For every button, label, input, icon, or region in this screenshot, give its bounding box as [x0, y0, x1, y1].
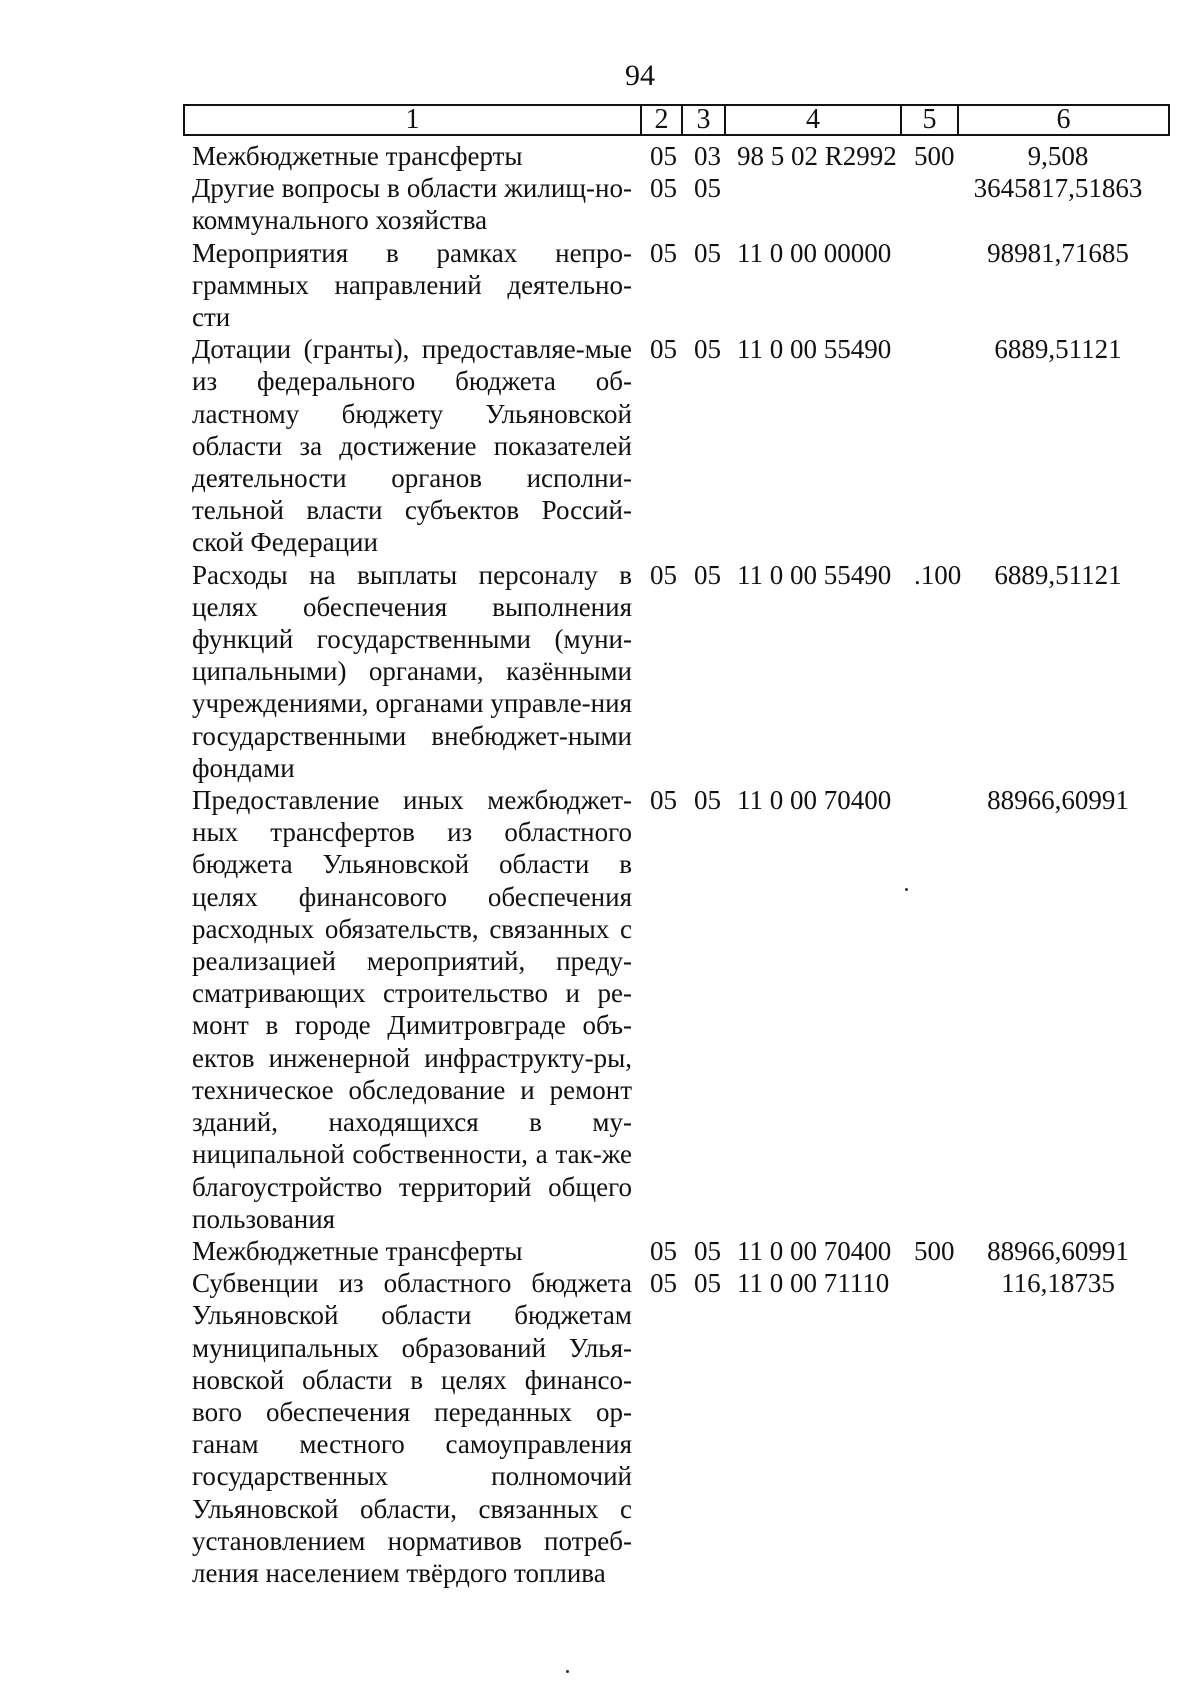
scan-speck: [566, 1670, 569, 1673]
header-col-3: 3: [683, 106, 726, 134]
row-subsection: 05: [694, 237, 721, 268]
row-subsection: 05: [694, 1235, 721, 1266]
header-col-5: 5: [902, 106, 959, 134]
table-row: [192, 1235, 1192, 1267]
row-name: Предоставление иных межбюджет-ных трансфертов из областного бюджета Ульяновской области в целях финансового обеспечения расходных обязательств, связанных с реализацией мероприятий, преду-сматривающих строительство и ре-монт в городе Димитровграде объ-ектов инженерной инфраструкту-ры, техническое обследование и ремонт зданий, находящихся в му-ниципальной собственности, а так-же благоустройство территорий общего пользования: [192, 785, 632, 1234]
row-name: Другие вопросы в области жилищ-но-коммунального хозяйства: [192, 173, 632, 236]
row-section: 05: [650, 1235, 677, 1266]
row-amount: 116,18735: [1001, 1268, 1115, 1299]
row-name: Дотации (гранты), предоставляе-мые из федерального бюджета об-ластному бюджету Ульяновской области за достижение показателей деятельности органов исполни-тельной власти субъектов Россий-ской Федерации: [192, 334, 632, 558]
page-number: 94: [625, 59, 655, 92]
table-row: [192, 333, 1192, 558]
row-target-article: 11 0 00 55490: [737, 334, 892, 365]
row-section: 05: [650, 141, 677, 171]
row-name: Мероприятия в рамках непро-граммных направлений деятельно-сти: [192, 237, 632, 333]
table-row: [192, 172, 1192, 236]
table-header: [183, 104, 1170, 136]
row-target-article: 11 0 00 55490: [737, 559, 892, 590]
row-amount: 9,508: [1027, 141, 1089, 171]
header-col-1: 1: [185, 106, 642, 134]
row-expense-type: 500: [914, 1235, 955, 1266]
row-target-article: 11 0 00 00000: [737, 237, 892, 268]
row-target-article: 11 0 00 71110: [737, 1268, 890, 1299]
row-amount: 88966,60991: [987, 785, 1129, 816]
row-amount: 88966,60991: [987, 1235, 1129, 1266]
row-amount: 6889,51121: [994, 334, 1122, 365]
table-row: [192, 559, 1192, 784]
header-col-6: 6: [1056, 104, 1071, 135]
table-body: [192, 140, 1192, 1589]
row-expense-type: 500: [914, 141, 955, 171]
scan-speck: [905, 888, 908, 891]
row-section: 05: [650, 173, 677, 204]
row-amount: 98981,71685: [987, 237, 1129, 268]
row-amount: 3645817,51863: [973, 173, 1143, 204]
table-row: [192, 784, 1192, 1235]
row-subsection: 05: [694, 559, 721, 590]
row-target-article: 98 5 02 R2992: [737, 141, 897, 171]
row-target-article: 11 0 00 70400: [737, 1235, 892, 1266]
row-section: 05: [650, 334, 677, 365]
header-col-4: 4: [726, 106, 902, 134]
row-expense-type: .100: [914, 559, 962, 590]
row-subsection: 05: [694, 785, 721, 816]
header-col-2: 2: [642, 106, 683, 134]
table-row: [192, 140, 1192, 172]
row-name: Субвенции из областного бюджета Ульяновской области бюджетам муниципальных образований Улья-новской области в целях финансо-вого обеспечения переданных ор-ганам местного самоуправления государственных полномочий Ульяновской области, связанных с установлением нормативов потреб-ления населением твёрдого топлива: [192, 1268, 632, 1588]
row-amount: 6889,51121: [994, 559, 1122, 590]
row-subsection: 05: [694, 1268, 721, 1299]
row-name: Межбюджетные трансферты: [192, 1235, 523, 1266]
table-row: [192, 1267, 1192, 1589]
row-subsection: 05: [694, 173, 721, 204]
row-section: 05: [650, 559, 677, 590]
row-name: Расходы на выплаты персоналу в целях обеспечения выполнения функций государственными (муни-ципальными) органами, казёнными учреждениями, органами управле-ния государственными внебюджет-ными фондами: [192, 559, 632, 783]
row-name: Межбюджетные трансферты: [192, 141, 523, 171]
row-section: 05: [650, 785, 677, 816]
row-subsection: 03: [694, 141, 721, 171]
table-row: [192, 237, 1192, 334]
row-subsection: 05: [694, 334, 721, 365]
row-section: 05: [650, 237, 677, 268]
row-target-article: 11 0 00 70400: [737, 785, 892, 816]
row-section: 05: [650, 1268, 677, 1299]
